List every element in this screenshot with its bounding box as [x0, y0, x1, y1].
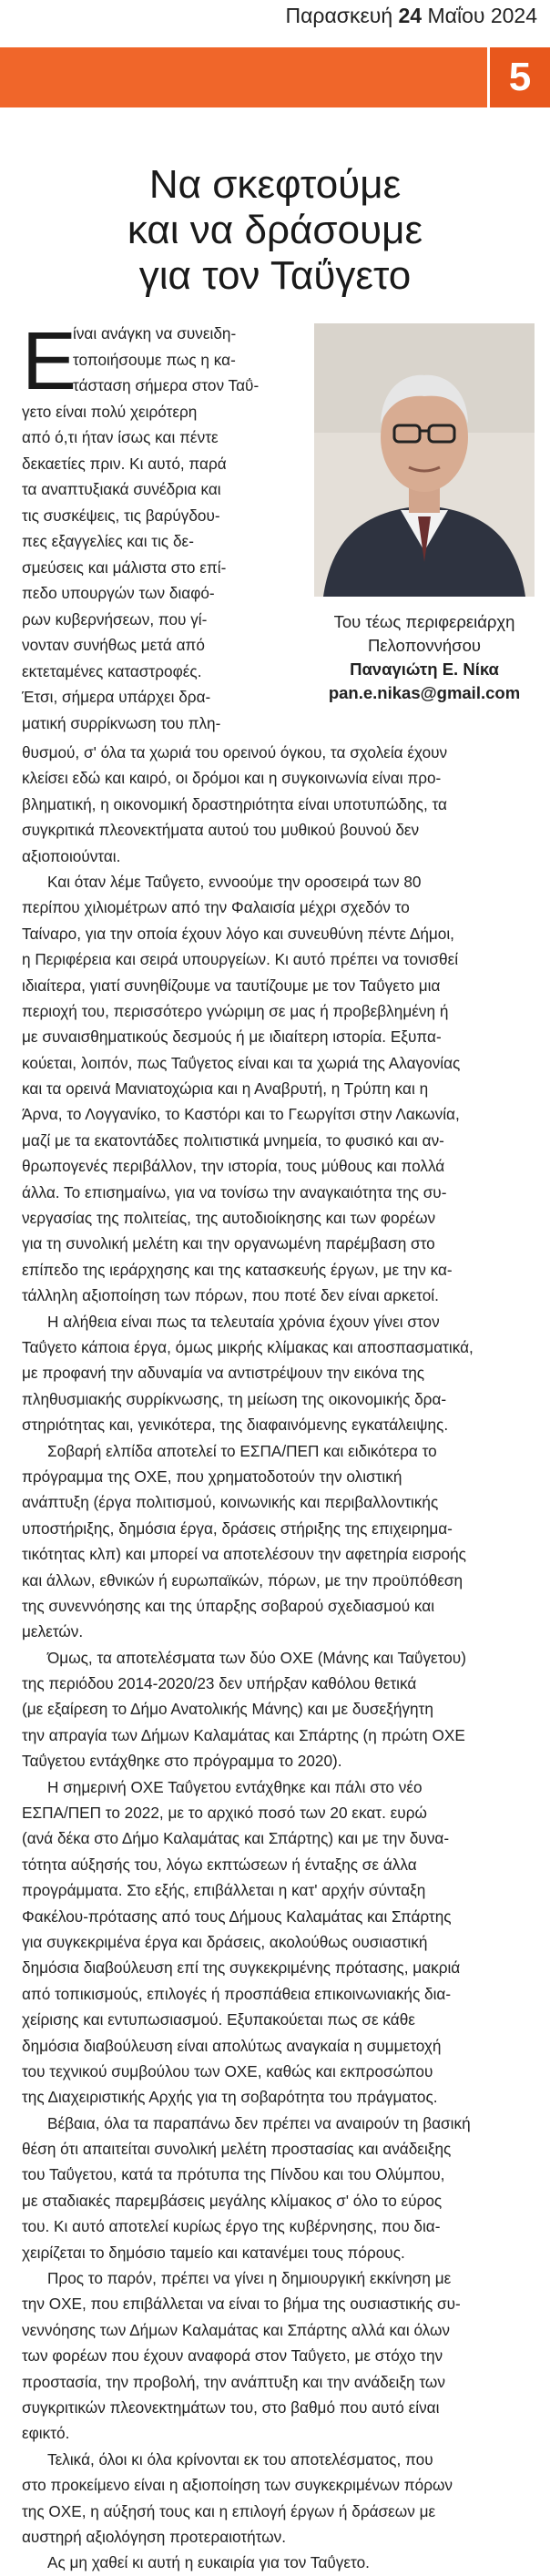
- first-column-line: πεδο υπουργών των διαφό-: [22, 584, 215, 602]
- date-weekday: Παρασκευή: [285, 4, 393, 27]
- first-column-line: ματική συρρίκνωση του πλη-: [22, 713, 221, 732]
- article-line: με προφανή την αδυναμία να αντιστρέψουν την εικόνα της: [22, 1364, 425, 1383]
- article-line: θρωπογενές περιβάλλον, την ιστορία, τους μύθους και πολλά: [22, 1157, 445, 1176]
- article-line: Όμως, τα αποτελέσματα των δύο ΟΧΕ (Μάνης και Ταΰγετου): [47, 1648, 466, 1667]
- article-line: της Διαχειριστικής Αρχής για τη σοβαρότητα του πράγματος.: [22, 2088, 438, 2107]
- article-line: βληματική, η οικονομική δραστηριότητα είναι υποτυπώδης, τα: [22, 794, 447, 813]
- article-line: (με εξαίρεση το Δήμο Ανατολικής Μάνης) και με δυσεξήγητη: [22, 1700, 433, 1719]
- article-line: Βέβαια, όλα τα παραπάνω δεν πρέπει να αναιρούν τη βασική: [47, 2113, 471, 2132]
- article-line: πληθυσμιακής συρρίκνωσης, τη μείωση της οικονομικής δρα-: [22, 1389, 447, 1408]
- page-number: 5: [508, 55, 532, 99]
- page-number-box: [487, 47, 550, 107]
- article-line: προστασία, την προβολή, την ανάπτυξη και την ανάδειξη των: [22, 2372, 445, 2391]
- article-line: ιδιαίτερα, γιατί συνηθίζουμε να ταυτίζουμε με τον Ταΰγετο μια: [22, 976, 441, 995]
- issue-date: [286, 4, 537, 28]
- article-line: του. Κι αυτό αποτελεί κυρίως έργο της κυβέρνησης, που δια-: [22, 2217, 441, 2236]
- article-line: Άρνα, το Λογγανίκο, το Καστόρι και το Γεωργίτσι στην Λακωνία,: [22, 1105, 460, 1124]
- article-line: δημόσια διαβούλευση είναι απολύτως αναγκαία η συμμετοχή: [22, 2036, 442, 2055]
- article-line: περιοχή του, περισσότερο γνώριμη σε μας ή προβεβλημένη ή: [22, 1001, 449, 1020]
- article-line: θυσμού, σ' όλα τα χωριά του ορεινού όγκου, τα σχολεία έχουν: [22, 743, 448, 762]
- article-line: περίπου χιλιομέτρων από την Φαλαισία μέχρι σχεδόν το: [22, 898, 410, 917]
- article-line: την απραγία των Δήμων Καλαμάτας και Σπάρτης (η πρώτη ΟΧΕ: [22, 1725, 465, 1744]
- article-line: συγκριτικά πλεονεκτήματα αυτού του μυθικού βουνού δεν: [22, 821, 420, 840]
- first-column-line: Έτσι, σήμερα υπάρχει δρα-: [22, 688, 211, 706]
- caption-role: Του τέως περιφερειάρχη: [333, 612, 515, 631]
- article-line: από τοπικισμούς, επιλογές ή προσπάθεια επικοινωνιακής δια-: [22, 1984, 452, 2003]
- author-photo: [314, 323, 535, 600]
- author-portrait-illustration: [314, 323, 535, 597]
- first-column-line: δεκαετίες πριν. Κι αυτό, παρά: [22, 454, 227, 473]
- first-column-line: εκτεταμένες καταστροφές.: [22, 661, 202, 680]
- article-line: Ταΰγετο κάποια έργα, όμως μικρής κλίμακας και αποσπασματικά,: [22, 1337, 474, 1356]
- first-column-line: γετο είναι πολύ χειρότερη: [22, 402, 198, 421]
- article-line: Τελικά, όλοι κι όλα κρίνονται εκ του αποτελέσματος, που: [47, 2449, 433, 2469]
- article-line: αξιοποιούνται.: [22, 846, 121, 865]
- article-line: θέση ότι απαιτείται συνολική μελέτη προστασίας και ανάδειξης: [22, 2140, 452, 2159]
- article-body: [22, 740, 532, 2576]
- article-line: χείρισης και εντυπωσιασμού. Εξυπακούεται πως σε κάθε: [22, 2010, 415, 2029]
- first-column-line: τοποιήσουμε πως η κα-: [73, 350, 236, 369]
- first-column-line: ρων κυβερνήσεων, που γί-: [22, 609, 208, 629]
- author-name: Παναγιώτη Ε. Νίκα: [350, 659, 499, 679]
- article-line: τάλληλη αξιοποίηση των πόρων, που ποτέ δεν είναι αρκετοί.: [22, 1286, 439, 1305]
- article-line: στηριότητας και, γενικότερα, της διαφαινόμενης εγκατάλειψης.: [22, 1416, 449, 1435]
- author-email: pan.e.nikas@gmail.com: [328, 683, 521, 702]
- article-line: Ας μη χαθεί κι αυτή η ευκαιρία για τον Ταΰγετο.: [47, 2553, 370, 2572]
- article-line: μελετών.: [22, 1622, 84, 1641]
- article-line: Η αλήθεια είναι πως τα τελευταία χρόνια έχουν γίνει στον: [47, 1312, 440, 1331]
- article-line: Και όταν λέμε Ταΰγετο, εννοούμε την οροσειρά των 80: [47, 872, 422, 891]
- article-line: υποστήριξης, δημόσια έργα, δράσεις στήριξης της επιχειρημα-: [22, 1518, 453, 1538]
- article-line: και άλλων, εθνικών ή ευρωπαϊκών, πόρων, με την προϋπόθεση: [22, 1570, 463, 1590]
- first-column-line: ίναι ανάγκη να συνειδη-: [73, 324, 237, 342]
- article-line: με συναισθηματικούς δεσμούς ή με ιδιαίτερη ιστορία. Εξυπα-: [22, 1027, 442, 1047]
- article-line: δημόσια διαβούλευση επί της συγκεκριμένης πρότασης, μακριά: [22, 1958, 461, 1978]
- headline-line: και να δράσουμε: [127, 208, 423, 252]
- top-bar: [0, 0, 550, 33]
- article-line: κλείσει εδώ και καιρό, οι δρόμοι και η συγκοινωνία είναι προ-: [22, 769, 442, 788]
- article-line: νεργασίας της πολιτείας, της αυτοδιοίκησης και των φορέων: [22, 1209, 436, 1228]
- article-first-column: [22, 316, 300, 736]
- article-line: ΕΣΠΑ/ΠΕΠ το 2022, με το αρχικό ποσό των 20 εκατ. ευρώ: [22, 1804, 427, 1823]
- article-line: Ταίναρο, για την οποία έχουν λόγο και συνευθύνη πέντε Δήμοι,: [22, 924, 454, 943]
- article-line: (ανά δέκα στο Δήμο Καλαμάτας και Σπάρτης) και με την δυνα-: [22, 1829, 450, 1848]
- article-line: χειρίζεται το δημόσιο ταμείο και κατανέμει τους πόρους.: [22, 2243, 405, 2262]
- article-line: επίπεδο της ιεράρχησης και της κατασκευής έργων, με την κα-: [22, 1260, 453, 1279]
- article-line: Η σημερινή ΟΧΕ Ταΰγετου εντάχθηκε και πάλι στο νέο: [47, 1777, 423, 1796]
- article-line: της ΟΧΕ, η αύξησή τους και η επιλογή έργων ή δράσεων με: [22, 2501, 436, 2520]
- first-column-line: πες εξαγγελίες και τις δε-: [22, 532, 194, 550]
- article-line: αυστηρή αξιολόγηση προτεραιοτήτων.: [22, 2527, 287, 2546]
- article-line: κούεται, λοιπόν, πως Ταΰγετος είναι και τα χωριά της Αλαγονίας: [22, 1053, 461, 1072]
- article-line: συγκριτικών πλεονεκτημάτων του, στο βαθμό που αυτό είναι: [22, 2398, 440, 2417]
- article-line: τικότητας κλπ) και μπορεί να αποτελέσουν την αφετηρία εισροής: [22, 1545, 466, 1564]
- date-day: 24: [398, 4, 423, 27]
- article-line: Σοβαρή ελπίδα αποτελεί το ΕΣΠΑ/ΠΕΠ και ειδικότερα το: [47, 1441, 437, 1460]
- first-column-line: τάσταση σήμερα στον Ταΰ-: [73, 376, 260, 394]
- date-month-year: Μαΐου 2024: [427, 4, 537, 27]
- first-column-line: σμεύσεις και μάλιστα στο επί-: [22, 557, 227, 577]
- article-line: Προς το παρόν, πρέπει να γίνει η δημιουργική εκκίνηση με: [47, 2269, 452, 2288]
- headline-line: Να σκεφτούμε: [148, 162, 402, 207]
- article-headline: [18, 162, 532, 299]
- article-line: της περιόδου 2014-2020/23 δεν υπήρξαν καθόλου θετικά: [22, 1674, 417, 1693]
- first-column-line: από ό,τι ήταν ίσως και πέντε: [22, 428, 219, 446]
- article-line: του τεχνικού συμβούλου των ΟΧΕ, καθώς και εκπροσώπου: [22, 2061, 433, 2080]
- article-line: προγράμματα. Στο εξής, επιβάλλεται η κατ' αρχήν σύνταξη: [22, 1881, 426, 1900]
- first-column-line: τις συσκέψεις, τις βαρύγδου-: [22, 506, 220, 525]
- drop-cap: Ε: [22, 316, 77, 407]
- author-caption: [308, 610, 541, 705]
- article-line: στο προκείμενο είναι η αξιοποίηση των συγκεκριμένων πόρων: [22, 2476, 453, 2495]
- article-line: με σταδιακές παρεμβάσεις μεγάλης κλίμακος σ' όλο το εύρος: [22, 2191, 443, 2210]
- article-line: και τα ορεινά Μανιατοχώρια και η Αναβρυτή, η Τρύπη και η: [22, 1079, 429, 1099]
- article-line: του Ταΰγετου, κατά τα πρότυπα της Πίνδου και του Ολύμπου,: [22, 2165, 445, 2184]
- article-line: της συνεννόησης και της ύπαρξης σοβαρού σχεδιασμού και: [22, 1596, 435, 1615]
- caption-region: Πελοποννήσου: [367, 636, 481, 655]
- article-line: νεννόησης των Δήμων Καλαμάτας και Σπάρτης αλλά και όλων: [22, 2320, 451, 2339]
- article-line: πρόγραμμα της ΟΧΕ, που χρηματοδοτούν την ολιστική: [22, 1467, 402, 1486]
- first-column-line: τα αναπτυξιακά συνέδρια και: [22, 480, 221, 498]
- article-line: των φορέων που έχουν αναφορά στον Ταΰγετο, με στόχο την: [22, 2346, 443, 2366]
- article-line: εφικτό.: [22, 2424, 70, 2443]
- article-line: ανάπτυξη (έργα πολιτισμού, κοινωνικής και περιβαλλοντικής: [22, 1493, 439, 1512]
- headline-line: για τον Ταΰγετο: [138, 253, 412, 298]
- article-line: Ταΰγετου εντάχθηκε στο πρόγραμμα το 2020).: [22, 1752, 342, 1771]
- article-line: Φακέλου-πρότασης από τους Δήμους Καλαμάτας και Σπάρτης: [22, 1906, 452, 1926]
- article-line: την ΟΧΕ, που επιβάλλεται να είναι το βήμα της ουσιαστικής συ-: [22, 2295, 461, 2314]
- article-line: η Περιφέρεια και σειρά υπουργείων. Κι αυτό πρέπει να τονισθεί: [22, 950, 459, 969]
- article-line: τότητα αύξησής του, λόγω εκπτώσεων ή ένταξης σε άλλα: [22, 1855, 417, 1874]
- article-line: για συγκεκριμένα έργα και δράσεις, ακολούθως ουσιαστική: [22, 1932, 428, 1951]
- first-column-line: νονταν συνήθως μετά από: [22, 636, 205, 654]
- article-line: μαζί με τα εκατοντάδες πολιτιστικά μνημεία, το φυσικό και αν-: [22, 1130, 444, 1150]
- article-line: άλλα. Το επισημαίνω, για να τονίσω την αναγκαιότητα της συ-: [22, 1182, 447, 1201]
- article-line: για τη συνολική μελέτη και την οργανωμένη παρέμβαση στο: [22, 1234, 435, 1253]
- section-banner: [0, 47, 550, 107]
